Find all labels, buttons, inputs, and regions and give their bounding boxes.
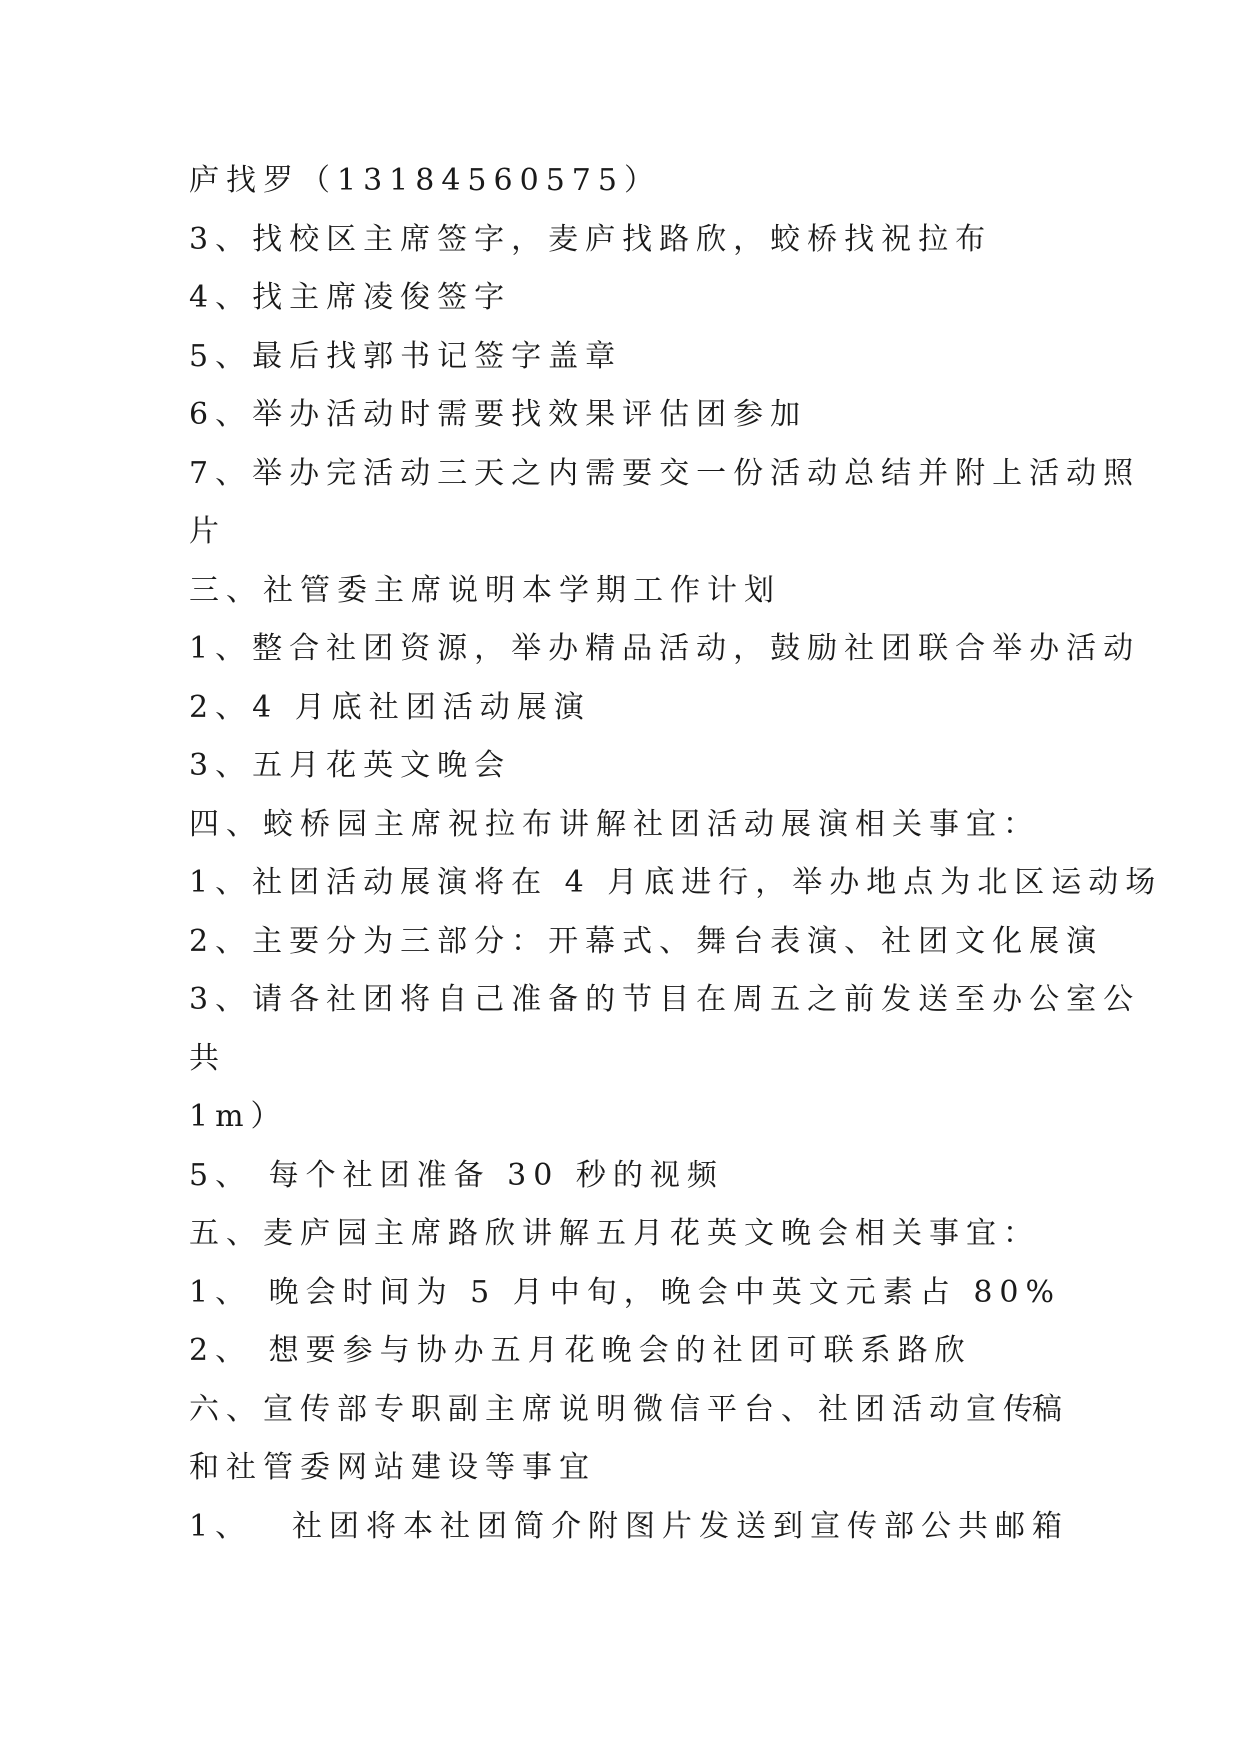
- text-line: 3、请各社团将自己准备的节目在周五之前发送至办公室公: [189, 982, 1141, 1017]
- text-line: 片: [189, 514, 226, 549]
- text-line: 5、最后找郭书记签字盖章: [189, 338, 623, 374]
- text-line: 3、找校区主席签字，麦庐找路欣，蛟桥找祝拉布: [189, 221, 993, 257]
- text-line: 2、主要分为三部分：开幕式、舞台表演、社团文化展演: [189, 923, 1104, 959]
- text-line: 1、 晚会时间为 5 月中旬，晚会中英文元素占 80%: [189, 1274, 1061, 1310]
- text-line: 7、举办完活动三天之内需要交一份活动总结并附上活动照: [189, 455, 1141, 491]
- document-body: [189, 152, 1163, 1556]
- text-line: [189, 1498, 1069, 1557]
- text-line: 4、找主席凌俊签字: [189, 280, 512, 315]
- text-line: 5、 每个社团准备 30 秒的视频: [189, 1157, 724, 1193]
- section-heading: 五、麦庐园主席路欣讲解五月花英文晚会相关事宜：: [189, 1216, 1040, 1251]
- text-line: 1m）: [189, 1099, 288, 1134]
- text-line: 1、社团活动展演将在 4 月底进行，举办地点为北区运动场: [189, 865, 1163, 900]
- text-line: 共: [189, 1040, 226, 1076]
- text-line: 6、举办活动时需要找效果评估团参加: [189, 397, 808, 432]
- item-text: 社团将本社团简介附图片发送到宣传部公共邮箱: [292, 1508, 1069, 1544]
- text-line: 庐找罗（13184560575）: [189, 163, 661, 198]
- item-number: 1、: [189, 1508, 253, 1544]
- text-line: 3、五月花英文晚会: [189, 748, 512, 783]
- text-line: 2、 想要参与协办五月花晚会的社团可联系路欣: [189, 1333, 972, 1368]
- section-heading: 四、蛟桥园主席祝拉布讲解社团活动展演相关事宜：: [189, 806, 1040, 842]
- text-line: 1、整合社团资源，举办精品活动，鼓励社团联合举办活动: [189, 631, 1141, 666]
- text-line: 和社管委网站建设等事宜: [189, 1450, 596, 1485]
- heading-left-text: 六、宣传部专职副主席说明微信平台、社团活动宣传: [189, 1391, 1040, 1427]
- section-heading: 三、社管委主席说明本学期工作计划: [189, 572, 781, 608]
- text-line: 2、4 月底社团活动展演: [189, 689, 591, 725]
- section-heading: [189, 1381, 1069, 1440]
- heading-right-text: 稿: [1032, 1391, 1069, 1427]
